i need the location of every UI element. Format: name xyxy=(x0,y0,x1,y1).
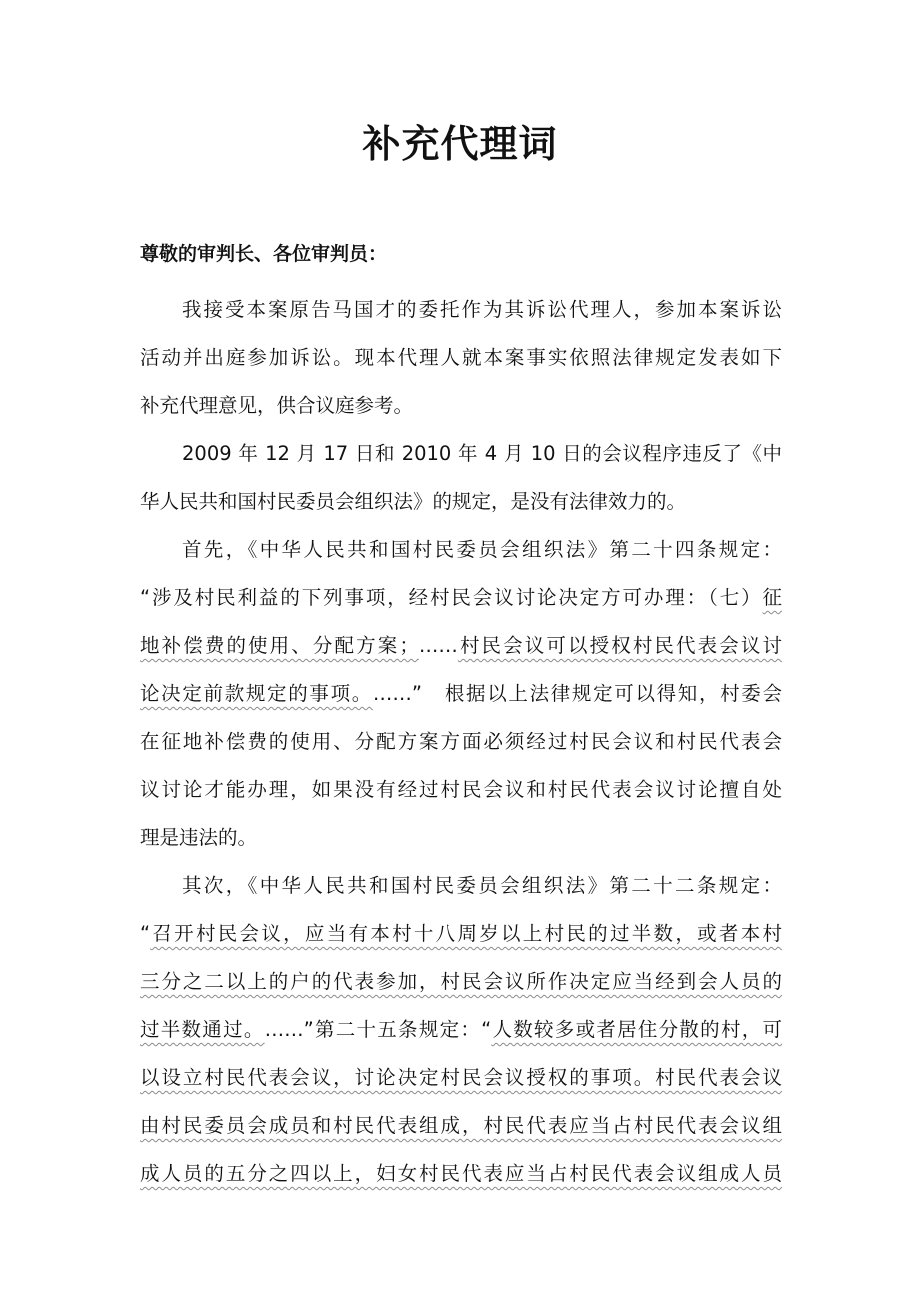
underlined-text-segment: 村民会议可以授权村民代表会议讨 xyxy=(457,634,782,657)
underlined-text-segment: 论决定前款规定的事项。 xyxy=(140,682,373,705)
text-segment: 议讨论才能办理，如果没有经过村民会议和村民代表会议讨论擅自处 xyxy=(140,778,782,801)
underlined-text-segment: 地补偿费的使用、分配方案； xyxy=(140,634,419,657)
text-segment: …… xyxy=(418,634,458,657)
text-segment: “涉及村民利益的下列事项，经村民会议讨论决定方可办理：（七） xyxy=(140,586,763,609)
text-line xyxy=(140,1062,782,1094)
text-segment: ……” 根据以上法律规定可以得知，村委会 xyxy=(372,682,782,705)
text-line xyxy=(140,774,782,806)
text-line xyxy=(140,1158,782,1190)
salutation: 尊敬的审判长、各位审判员： xyxy=(140,243,388,265)
text-line xyxy=(140,630,782,662)
text-segment: 在征地补偿费的使用、分配方案方面必须经过村民会议和村民代表会 xyxy=(140,730,782,753)
underlined-text-segment: 过半数通过。 xyxy=(140,1018,265,1041)
text-line xyxy=(140,966,782,998)
underlined-text-segment: 三分之二以上的户的代表参加，村民会议所作决定应当经到会人员的 xyxy=(140,970,782,993)
text-line xyxy=(182,294,782,326)
text-line xyxy=(140,726,782,758)
underlined-text-segment: 由村民委员会成员和村民代表组成，村民代表应当占村民代表会议组 xyxy=(140,1114,782,1137)
text-segment: 首先，《中华人民共和国村民委员会组织法》第二十四条规定： xyxy=(182,538,782,561)
text-line xyxy=(140,822,782,854)
text-line xyxy=(182,534,782,566)
underlined-text-segment: 征 xyxy=(762,586,782,609)
underlined-text-segment: 召开村民会议，应当有本村十八周岁以上村民的过半数，或者本村 xyxy=(150,922,782,945)
text-segment: “ xyxy=(140,922,151,945)
text-segment: 华人民共和国村民委员会组织法》的规定，是没有法律效力的。 xyxy=(140,490,687,513)
text-line xyxy=(140,678,782,710)
text-segment: 其次，《中华人民共和国村民委员会组织法》第二十二条规定： xyxy=(182,874,782,897)
text-line xyxy=(140,390,782,422)
underlined-text-segment: 以设立村民代表会议，讨论决定村民会议授权的事项。村民代表会议 xyxy=(140,1066,782,1089)
text-line xyxy=(140,1014,782,1046)
text-line xyxy=(140,582,782,614)
text-segment: 我接受本案原告马国才的委托作为其诉讼代理人，参加本案诉讼 xyxy=(182,298,782,321)
text-line xyxy=(140,918,782,950)
document-title: 补充代理词 xyxy=(362,122,558,166)
text-line xyxy=(140,1110,782,1142)
text-segment: 活动并出庭参加诉讼。现本代理人就本案事实依照法律规定发表如下 xyxy=(140,346,782,369)
text-segment: ……”第二十五条规定：“ xyxy=(264,1018,492,1041)
text-line xyxy=(140,486,782,518)
text-segment: 2009 年 12 月 17 日和 2010 年 4 月 10 日的会议程序违反了《中 xyxy=(182,442,782,465)
text-line xyxy=(182,438,782,470)
text-line xyxy=(182,870,782,902)
text-segment: 补充代理意见，供合议庭参考。 xyxy=(140,394,414,417)
text-line xyxy=(140,342,782,374)
underlined-text-segment: 成人员的五分之四以上，妇女村民代表应当占村民代表会议组成人员 xyxy=(140,1162,782,1185)
underlined-text-segment: 人数较多或者居住分散的村，可 xyxy=(491,1018,782,1041)
text-segment: 理是违法的。 xyxy=(140,826,258,849)
